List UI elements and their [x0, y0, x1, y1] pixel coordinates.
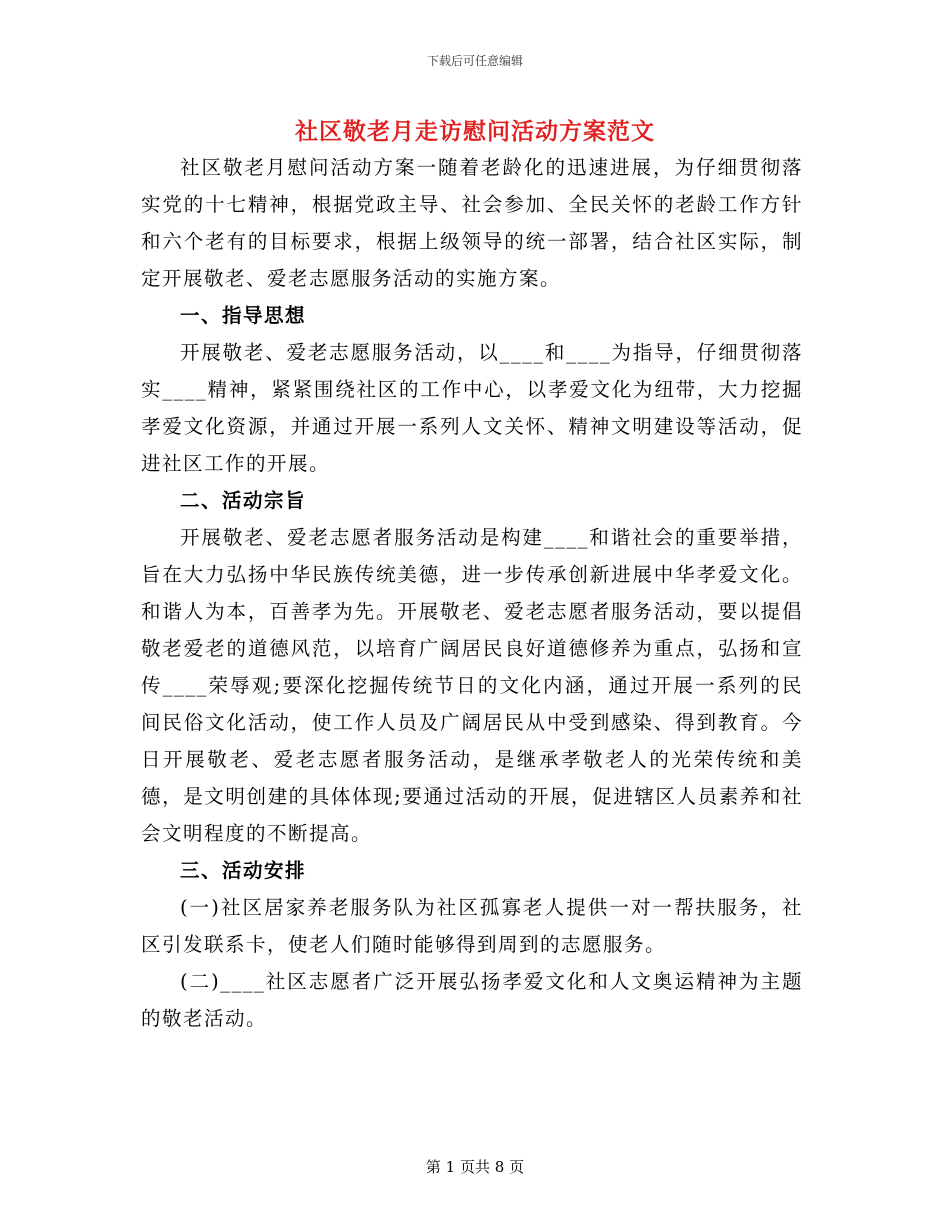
header-note: 下载后可任意编辑	[426, 54, 523, 68]
document-title: 社区敬老月走访慰问活动方案范文	[295, 118, 655, 145]
section-2-paragraph: 开展敬老、爱老志愿者服务活动是构建____和谐社会的重要举措，旨在大力弘扬中华民族传统美德，进一步传承创新进展中华孝爱文化。和谐人为本，百善孝为先。开展敬老、爱老志愿者服务活动，要以提倡敬老爱老的道德风范，以培育广阔居民良好道德修养为重点，弘扬和宣传____荣辱观;要深化挖掘传统节日的文化内涵，通过开展一系列的民间民俗文化活动，使工作人员及广阔居民从中受到感染、得到教育。今日开展敬老、爱老志愿者服务活动，是继承孝敬老人的光荣传统和美德，是文明创建的具体体现;要通过活动的开展，促进辖区人员素养和社会文明程度的不断提高。	[141, 526, 803, 845]
document-body	[141, 149, 803, 1037]
intro-paragraph: 社区敬老月慰问活动方案一随着老龄化的迅速进展，为仔细贯彻落实党的十七精神，根据党政主导、社会参加、全民关怀的老龄工作方针和六个老有的目标要求，根据上级领导的统一部署，结合社区实际，制定开展敬老、爱老志愿服务活动的实施方案。	[141, 156, 803, 290]
section-heading-arrangement: 三、活动安排	[180, 859, 307, 882]
page-number: 第 1 页共 8 页	[425, 1158, 525, 1176]
section-heading-guiding-thought: 一、指导思想	[180, 304, 307, 327]
section-3-paragraph-1: (一)社区居家养老服务队为社区孤寡老人提供一对一帮扶服务，社区引发联系卡，使老人们随时能够得到周到的志愿服务。	[141, 896, 803, 956]
section-heading-purpose: 二、活动宗旨	[180, 489, 307, 512]
section-1-paragraph: 开展敬老、爱老志愿服务活动，以____和____为指导，仔细贯彻落实____精神，紧紧围绕社区的工作中心，以孝爱文化为纽带，大力挖掘孝爱文化资源，并通过开展一系列人文关怀、精神文明建设等活动，促进社区工作的开展。	[141, 341, 803, 475]
section-3-paragraph-2: (二)____社区志愿者广泛开展弘扬孝爱文化和人文奥运精神为主题的敬老活动。	[141, 970, 803, 1030]
